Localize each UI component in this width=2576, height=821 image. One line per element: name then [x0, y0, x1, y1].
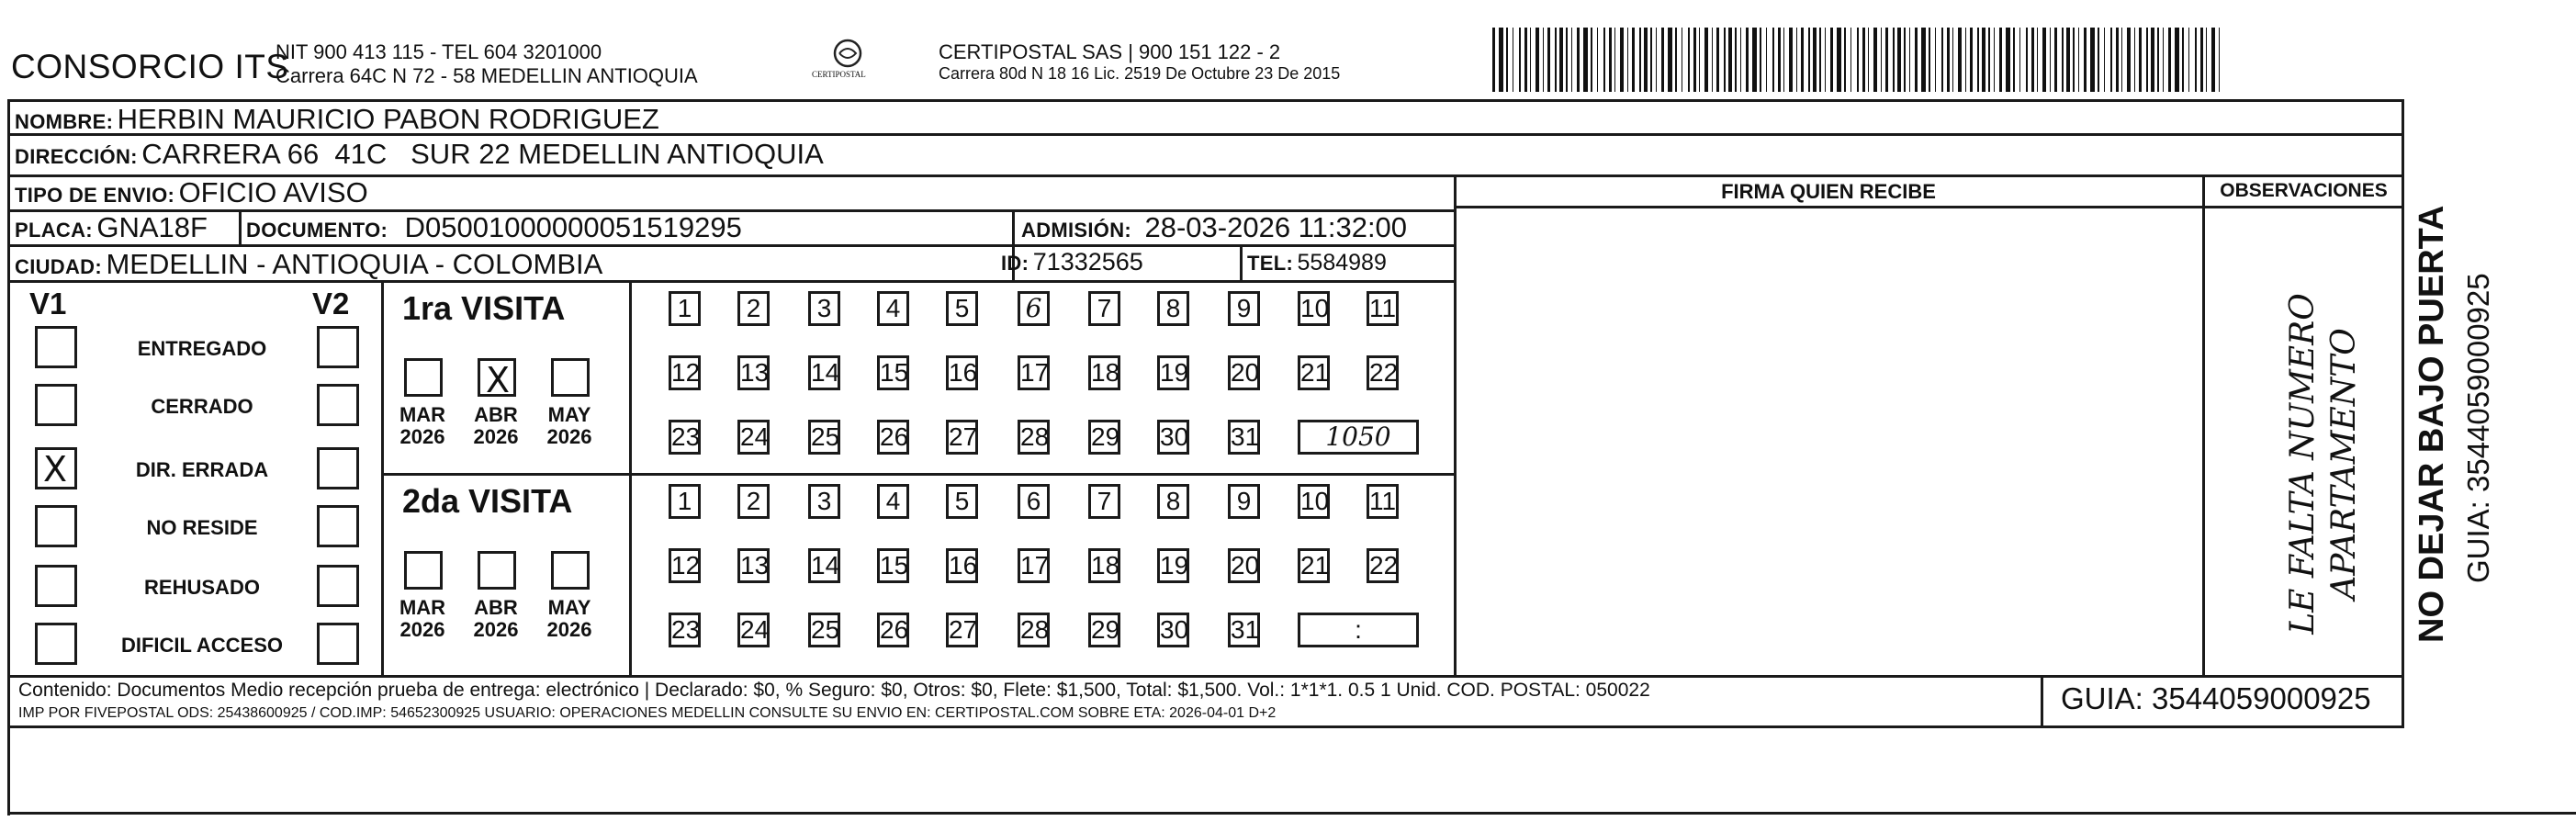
day-cell[interactable]: 21 [1298, 355, 1330, 390]
barcode-bar [1746, 28, 1749, 92]
barcode-bar [1885, 28, 1888, 92]
barcode-bar [2163, 28, 2164, 92]
day-cell[interactable]: 13 [737, 355, 770, 390]
day-cell[interactable]: 23 [669, 613, 701, 647]
barcode-bar [1830, 28, 1833, 92]
barcode-bar [1935, 28, 1936, 92]
barcode-bar [2042, 28, 2046, 92]
barcode-bar [2098, 28, 2099, 92]
barcode-bar [1668, 28, 1672, 92]
status-option-label: CERRADO [151, 395, 253, 418]
day-cell[interactable]: 23 [669, 420, 701, 455]
v1-checkbox[interactable] [35, 565, 77, 607]
barcode-bar [2127, 28, 2131, 92]
barcode-bar [2054, 28, 2057, 92]
company-info-line1: NIT 900 413 115 - TEL 604 3201000 [276, 40, 602, 63]
barcode-bar [1614, 28, 1615, 92]
day-cell[interactable]: 11 [1367, 291, 1399, 326]
documento-value: D05001000000051519295 [404, 211, 742, 243]
barcode-bar [1796, 28, 1797, 92]
barcode-bar [1760, 28, 1761, 92]
day-cell[interactable]: 26 [877, 613, 909, 647]
placa-label: PLACA: [15, 219, 93, 242]
barcode-bar [1559, 28, 1563, 92]
day-cell[interactable]: 1 [669, 484, 701, 519]
day-cell[interactable]: 8 [1157, 291, 1189, 326]
month-name: MAY [547, 403, 591, 426]
day-cell[interactable]: 27 [946, 613, 978, 647]
barcode-bar [2031, 28, 2034, 92]
barcode-bar [1929, 28, 1930, 92]
barcode-bar [1699, 28, 1700, 92]
direccion-value: CARRERA 66 41C SUR 22 MEDELLIN ANTIOQUIA [141, 138, 824, 170]
day-cell[interactable]: 7 [1088, 484, 1120, 519]
documento-label: DOCUMENTO: [246, 219, 388, 242]
month-year: 2026 [546, 618, 592, 641]
barcode-bar [2139, 28, 2142, 92]
barcode-bar [1627, 28, 1628, 92]
barcode-bar [1644, 28, 1648, 92]
day-cell[interactable]: 15 [877, 548, 909, 583]
barcode-bar [1535, 28, 1539, 92]
barcode-bar [2090, 28, 2095, 92]
barcode-bar [2104, 28, 2105, 92]
barcode-bar [1766, 28, 1767, 92]
barcode-bar [2188, 28, 2189, 92]
barcode-bar [2211, 28, 2215, 92]
admision-value: 28-03-2026 11:32:00 [1144, 211, 1408, 243]
day-cell[interactable]: 10 [1298, 291, 1330, 326]
day-cell[interactable]: 22 [1367, 355, 1399, 390]
barcode-bar [2078, 28, 2079, 92]
barcode-bar [1675, 28, 1677, 92]
barcode-bar [2084, 28, 2087, 92]
day-cell[interactable]: 31 [1228, 420, 1260, 455]
barcode-bar [2219, 28, 2220, 92]
barcode-bar [1597, 28, 1598, 92]
barcode-bar [1524, 28, 1527, 92]
visit-title: 2da VISITA [402, 482, 573, 520]
barcode-bar [2134, 28, 2135, 92]
month-name: MAR [399, 403, 446, 426]
barcode-bar [2110, 28, 2112, 92]
barcode-bar [1813, 28, 1817, 92]
barcode-bar [1716, 28, 1719, 92]
month-year: 2026 [399, 618, 445, 641]
carrier-info-line2: Carrera 80d N 18 16 Lic. 2519 De Octubre 23 De 2015 [939, 64, 1341, 83]
day-cell[interactable]: 12 [669, 355, 701, 390]
barcode-bar [1577, 28, 1580, 92]
company-info-line2: Carrera 64C N 72 - 58 MEDELLIN ANTIOQUIA [276, 64, 698, 87]
month-name: ABR [474, 596, 518, 619]
barcode-bar [1999, 28, 2002, 92]
day-cell[interactable]: 13 [737, 548, 770, 583]
barcode-bar [1492, 28, 1495, 92]
barcode-bar [1519, 28, 1521, 92]
month-name: MAR [399, 596, 446, 619]
barcode-bar [2062, 28, 2064, 92]
barcode-bar [1543, 28, 1544, 92]
observaciones-header: OBSERVACIONES [2220, 180, 2388, 201]
guia-footer: GUIA: 3544059000925 [2061, 681, 2371, 715]
barcode-bar [2182, 28, 2184, 92]
barcode-bar [1724, 28, 1726, 92]
month-caption [395, 597, 450, 641]
admision-label: ADMISIÓN: [1021, 219, 1132, 242]
barcode-bar [1661, 28, 1664, 92]
side-warning: NO DEJAR BAJO PUERTA [2413, 205, 2451, 643]
ciudad-label: CIUDAD: [15, 255, 102, 278]
visit-title: 1ra VISITA [402, 289, 566, 327]
barcode-bar [2037, 28, 2038, 92]
day-cell[interactable]: 28 [1018, 420, 1050, 455]
barcode-bar [2168, 28, 2171, 92]
barcode-bar [1808, 28, 1810, 92]
barcode-bar [2151, 28, 2154, 92]
contenido-text: Contenido: Documentos Medio recepción prueba de entrega: electrónico | Declarado: $0, % Seguro: $0, Otros: $0, Flete: $1,500, Total: $1,500. Vol.: 1*1*1. 0.5 1 Unid. COD. POSTAL: 050022 [18, 680, 1650, 701]
v1-checkbox[interactable] [35, 447, 77, 489]
tipo-envio-value: OFICIO AVISO [178, 176, 368, 208]
tel-value: 5584989 [1297, 250, 1387, 276]
day-cell[interactable]: 15 [877, 355, 909, 390]
month-checkbox[interactable] [478, 551, 516, 590]
id-value: 71332565 [1032, 248, 1143, 276]
status-option-label: ENTREGADO [137, 337, 267, 360]
month-caption [542, 404, 597, 448]
day-cell[interactable]: 6 [1018, 291, 1050, 326]
barcode-bar [2050, 28, 2051, 92]
barcode-bar [1897, 28, 1901, 92]
imp-text: IMP POR FIVEPOSTAL ODS: 25438600925 / COD.IMP: 54652300925 USUARIO: OPERACIONES MEDELLIN CONSULTE SU ENVIO EN: CERTIPOSTAL.COM SOBRE ETA: 2026-04-01 D+2 [18, 705, 1277, 721]
barcode-bar [1947, 28, 1950, 92]
barcode-bar [1857, 28, 1859, 92]
barcode-bar [1873, 28, 1877, 92]
barcode-bar [1639, 28, 1641, 92]
barcode-bar [1952, 28, 1953, 92]
v1-checkbox[interactable] [35, 326, 77, 368]
day-cell[interactable]: 12 [669, 548, 701, 583]
tel-label: TEL: [1247, 252, 1294, 275]
day-cell[interactable]: 4 [877, 484, 909, 519]
firma-header: FIRMA QUIEN RECIBE [1721, 180, 1936, 203]
day-cell[interactable]: 7 [1088, 291, 1120, 326]
day-cell[interactable]: 29 [1088, 420, 1120, 455]
barcode-bar [2206, 28, 2207, 92]
month-checkbox[interactable] [404, 358, 443, 397]
day-cell[interactable]: 25 [808, 420, 840, 455]
day-cell[interactable]: 29 [1088, 613, 1120, 647]
month-checkbox[interactable] [551, 358, 590, 397]
day-cell[interactable]: 14 [808, 548, 840, 583]
barcode-bar [1893, 28, 1895, 92]
nombre-label: NOMBRE: [15, 110, 114, 133]
day-cell[interactable]: 25 [808, 613, 840, 647]
v1-checkbox[interactable] [35, 505, 77, 547]
v2-checkbox[interactable] [317, 326, 359, 368]
day-cell[interactable]: 17 [1018, 548, 1050, 583]
day-cell[interactable]: 9 [1228, 291, 1260, 326]
v2-checkbox[interactable] [317, 447, 359, 489]
check-mark: X [43, 449, 68, 489]
barcode-bar [1712, 28, 1713, 92]
barcode-bar [1704, 28, 1708, 92]
id-label: ID: [1001, 252, 1029, 275]
visit-time-field[interactable]: : [1298, 613, 1419, 647]
v2-checkbox[interactable] [317, 623, 359, 665]
month-year: 2026 [473, 618, 519, 641]
day-cell[interactable]: 31 [1228, 613, 1260, 647]
month-checkbox[interactable] [478, 358, 516, 400]
day-cell[interactable]: 2 [737, 291, 770, 326]
v2-checkbox[interactable] [317, 384, 359, 426]
barcode-bar [1555, 28, 1557, 92]
day-cell[interactable]: 5 [946, 291, 978, 326]
month-year: 2026 [473, 425, 519, 448]
month-year: 2026 [399, 425, 445, 448]
barcode-bar [1837, 28, 1841, 92]
barcode-bar [2073, 28, 2075, 92]
signature-area[interactable] [1460, 211, 2199, 670]
barcode-bar [1862, 28, 1865, 92]
day-cell[interactable]: 22 [1367, 548, 1399, 583]
barcode-bar [1825, 28, 1826, 92]
day-cell[interactable]: 20 [1228, 355, 1260, 390]
barcode-bar [1656, 28, 1657, 92]
carrier-info-line1: CERTIPOSTAL SAS | 900 151 122 - 2 [939, 40, 1281, 63]
day-cell[interactable]: 27 [946, 420, 978, 455]
day-cell[interactable]: 21 [1298, 548, 1330, 583]
barcode-bar [1941, 28, 1943, 92]
company-name: CONSORCIO ITS [11, 48, 289, 85]
barcode-bar [1819, 28, 1821, 92]
day-cell[interactable]: 19 [1157, 548, 1189, 583]
barcode-bar [1693, 28, 1696, 92]
barcode-bar [2200, 28, 2203, 92]
v2-checkbox[interactable] [317, 565, 359, 607]
day-cell[interactable]: 6 [1018, 484, 1050, 519]
day-cell[interactable]: 11 [1367, 484, 1399, 519]
barcode-bar [2146, 28, 2148, 92]
barcode-bar [2019, 28, 2020, 92]
barcode-bar [1977, 28, 1979, 92]
barcode-bar [1958, 28, 1962, 92]
barcode-bar [1609, 28, 1612, 92]
barcode-bar [1904, 28, 1906, 92]
check-mark: X [486, 360, 511, 400]
month-caption [468, 404, 523, 448]
barcode-bar [1603, 28, 1605, 92]
barcode-bar [1583, 28, 1588, 92]
month-caption [395, 404, 450, 448]
barcode-bar [1740, 28, 1741, 92]
day-cell[interactable]: 20 [1228, 548, 1260, 583]
day-cell[interactable]: 30 [1157, 613, 1189, 647]
barcode-bar [2195, 28, 2197, 92]
barcode-bar [1591, 28, 1592, 92]
barcode-bar [2121, 28, 2122, 92]
day-cell[interactable]: 1 [669, 291, 701, 326]
barcode-bar [1547, 28, 1550, 92]
month-name: MAY [547, 596, 591, 619]
barcode-bar [1982, 28, 1985, 92]
barcode-bar [2006, 28, 2010, 92]
month-checkbox[interactable] [551, 551, 590, 590]
v1-checkbox[interactable] [35, 623, 77, 665]
barcode-bar [1921, 28, 1926, 92]
tipo-envio-label: TIPO DE ENVIO: [15, 184, 175, 207]
barcode-bar [1499, 28, 1503, 92]
direccion-label: DIRECCIÓN: [15, 145, 138, 168]
day-cell[interactable]: 9 [1228, 484, 1260, 519]
barcode-bar [2013, 28, 2015, 92]
barcode-bar [2066, 28, 2070, 92]
placa-value: GNA18F [96, 211, 208, 243]
day-cell[interactable]: 3 [808, 484, 840, 519]
barcode-bar [2026, 28, 2028, 92]
day-cell[interactable]: 30 [1157, 420, 1189, 455]
day-cell[interactable]: 16 [946, 355, 978, 390]
barcode-bar [1728, 28, 1732, 92]
barcode-bar [1881, 28, 1882, 92]
month-year: 2026 [546, 425, 592, 448]
day-cell[interactable]: 26 [877, 420, 909, 455]
barcode-bar [1868, 28, 1869, 92]
barcode-bar [1988, 28, 1990, 92]
day-cell[interactable]: 28 [1018, 613, 1050, 647]
barcode-bar [1970, 28, 1973, 92]
barcode-bar [1844, 28, 1846, 92]
day-cell[interactable]: 2 [737, 484, 770, 519]
barcode-bar [1688, 28, 1690, 92]
barcode-bar [1965, 28, 1966, 92]
barcode-bar [1778, 28, 1781, 92]
day-cell[interactable]: 18 [1088, 548, 1120, 583]
day-cell[interactable]: 24 [737, 420, 770, 455]
barcode-bar [1909, 28, 1910, 92]
month-checkbox[interactable] [404, 551, 443, 590]
day-cell[interactable]: 17 [1018, 355, 1050, 390]
ciudad-value: MEDELLIN - ANTIOQUIA - COLOMBIA [106, 248, 603, 280]
day-cell[interactable]: 3 [808, 291, 840, 326]
barcode-bar [1632, 28, 1635, 92]
barcode-bar [1789, 28, 1793, 92]
barcode [1492, 28, 2227, 92]
barcode-bar [1530, 28, 1531, 92]
month-caption [542, 597, 597, 641]
day-cell[interactable]: 8 [1157, 484, 1189, 519]
month-caption [468, 597, 523, 641]
status-option-label: DIR. ERRADA [135, 458, 269, 481]
day-cell[interactable]: 18 [1088, 355, 1120, 390]
side-guia: GUIA: 3544059000925 [2461, 273, 2495, 583]
barcode-bar [1915, 28, 1918, 92]
barcode-bar [1650, 28, 1652, 92]
v1-checkbox[interactable] [35, 384, 77, 426]
barcode-bar [1994, 28, 1995, 92]
status-option-label: REHUSADO [144, 576, 260, 599]
day-cell[interactable]: 5 [946, 484, 978, 519]
observaciones-handwritten[interactable]: LE FALTA NUMERO APARTAMENTO [2284, 293, 2363, 635]
barcode-bar [1566, 28, 1568, 92]
day-cell[interactable]: 14 [808, 355, 840, 390]
day-cell[interactable]: 24 [737, 613, 770, 647]
day-cell[interactable]: 16 [946, 548, 978, 583]
barcode-bar [1850, 28, 1851, 92]
barcode-bar [2116, 28, 2119, 92]
v2-header: V2 [312, 287, 350, 321]
nombre-value: HERBIN MAURICIO PABON RODRIGUEZ [117, 103, 659, 135]
visit-time-field[interactable]: 1050 [1298, 420, 1419, 455]
carrier-logo-text: CERTIPOSTAL [812, 70, 866, 79]
barcode-bar [1772, 28, 1774, 92]
barcode-bar [1752, 28, 1757, 92]
day-cell[interactable]: 10 [1298, 484, 1330, 519]
barcode-bar [1506, 28, 1508, 92]
barcode-bar [1571, 28, 1572, 92]
status-option-label: DIFICIL ACCESO [120, 634, 283, 657]
month-name: ABR [474, 403, 518, 426]
barcode-bar [2157, 28, 2159, 92]
day-cell[interactable]: 4 [877, 291, 909, 326]
barcode-bar [1801, 28, 1804, 92]
barcode-bar [1783, 28, 1784, 92]
barcode-bar [2175, 28, 2179, 92]
v1-header: V1 [29, 287, 67, 321]
day-cell[interactable]: 19 [1157, 355, 1189, 390]
barcode-bar [1735, 28, 1737, 92]
barcode-bar [1620, 28, 1624, 92]
status-option-label: NO RESIDE [146, 516, 258, 539]
v2-checkbox[interactable] [317, 505, 359, 547]
